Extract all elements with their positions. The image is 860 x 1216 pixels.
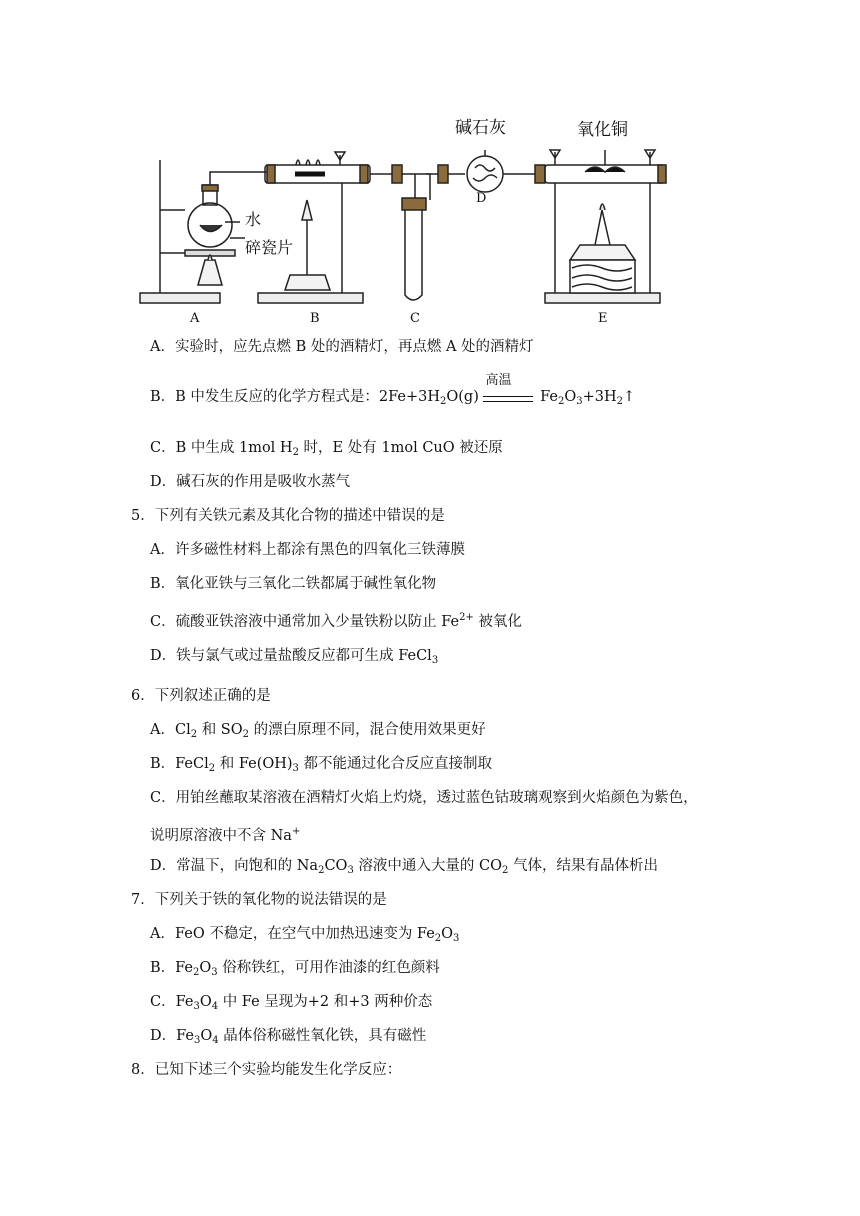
stand-a-base [140, 293, 220, 303]
q4-option-d: D．碱石灰的作用是吸收水蒸气 [150, 474, 351, 490]
label-soda-lime: 碱石灰 [455, 118, 506, 138]
q4-option-b: B．B 中发生反应的化学方程式是：$2Fe+3H_2O(g)$ 高温 $Fe_2O_3+3H_2↑$ [150, 373, 636, 407]
q8-stem: 8．已知下述三个实验均能发生化学反应： [131, 1062, 402, 1078]
test-tube-c [405, 205, 422, 300]
q5-option-b: B．氧化亚铁与三氧化二铁都属于碱性氧化物 [150, 576, 437, 592]
q6-option-d: D．常温下，向饱和的 $Na_2CO_3$ 溶液中通入大量的 $CO_2$ 气体，结果有晶体析出 [150, 858, 658, 876]
q5-option-a: A．许多磁性材料上都涂有黑色的四氧化三铁薄膜 [150, 542, 465, 558]
q6-option-a: A．$Cl_2$ 和 $SO_2$ 的漂白原理不同，混合使用效果更好 [150, 722, 486, 740]
q7-stem: 7．下列关于铁的氧化物的说法错误的是 [131, 892, 387, 908]
high-temperature-equals-sign: 高温 [483, 387, 535, 407]
q7-option-c: C．$Fe_3O_4$ 中 Fe 呈现为+2 和+3 两种价态 [150, 994, 433, 1012]
q6-option-b: B．FeCl$_2$ 和 $Fe(OH)_3$ 都不能通过化合反应直接制取 [150, 756, 493, 774]
q5-option-d: D．铁与氯气或过量盐酸反应都可生成 FeCl$_3$ [150, 648, 439, 666]
q4-option-a: A．实验时，应先点燃 B 处的酒精灯，再点燃 A 处的酒精灯 [150, 339, 534, 355]
label-d: D [476, 191, 487, 206]
experiment-apparatus-diagram [130, 110, 700, 330]
reaction-tube-e [545, 165, 665, 183]
q6-stem: 6．下列叙述正确的是 [131, 688, 271, 704]
label-porcelain-chips: 碎瓷片 [245, 238, 294, 257]
q5-stem: 5．下列有关铁元素及其化合物的描述中错误的是 [131, 508, 445, 524]
drying-bulb-d [467, 156, 503, 192]
label-water: 水 [245, 210, 262, 229]
label-a: A [190, 311, 200, 326]
q5-option-c: C．硫酸亚铁溶液中通常加入少量铁粉以防止 $Fe^{2+}$ 被氧化 [150, 612, 522, 630]
q6-option-c-line1: C．用铂丝蘸取某溶液在酒精灯火焰上灼烧，透过蓝色钴玻璃观察到火焰颜色为紫色， [150, 790, 698, 806]
q7-option-d: D．$Fe_3O_4$ 晶体俗称磁性氧化铁，具有磁性 [150, 1028, 427, 1046]
q6-option-c-line2: 说明原溶液中不含 Na+ [150, 826, 301, 844]
label-b: B [310, 311, 320, 326]
label-e: E [598, 311, 608, 326]
q7-option-a: A．FeO 不稳定，在空气中加热迅速变为 $Fe_2O_3$ [150, 926, 460, 944]
q7-option-b: B．$Fe_2O_3$ 俗称铁红，可用作油漆的红色颜料 [150, 960, 440, 978]
label-copper-oxide: 氧化铜 [577, 120, 628, 140]
label-c: C [410, 311, 420, 326]
q4-option-c: C．B 中生成 1mol $H_2$ 时，E 处有 1mol CuO 被还原 [150, 440, 503, 458]
